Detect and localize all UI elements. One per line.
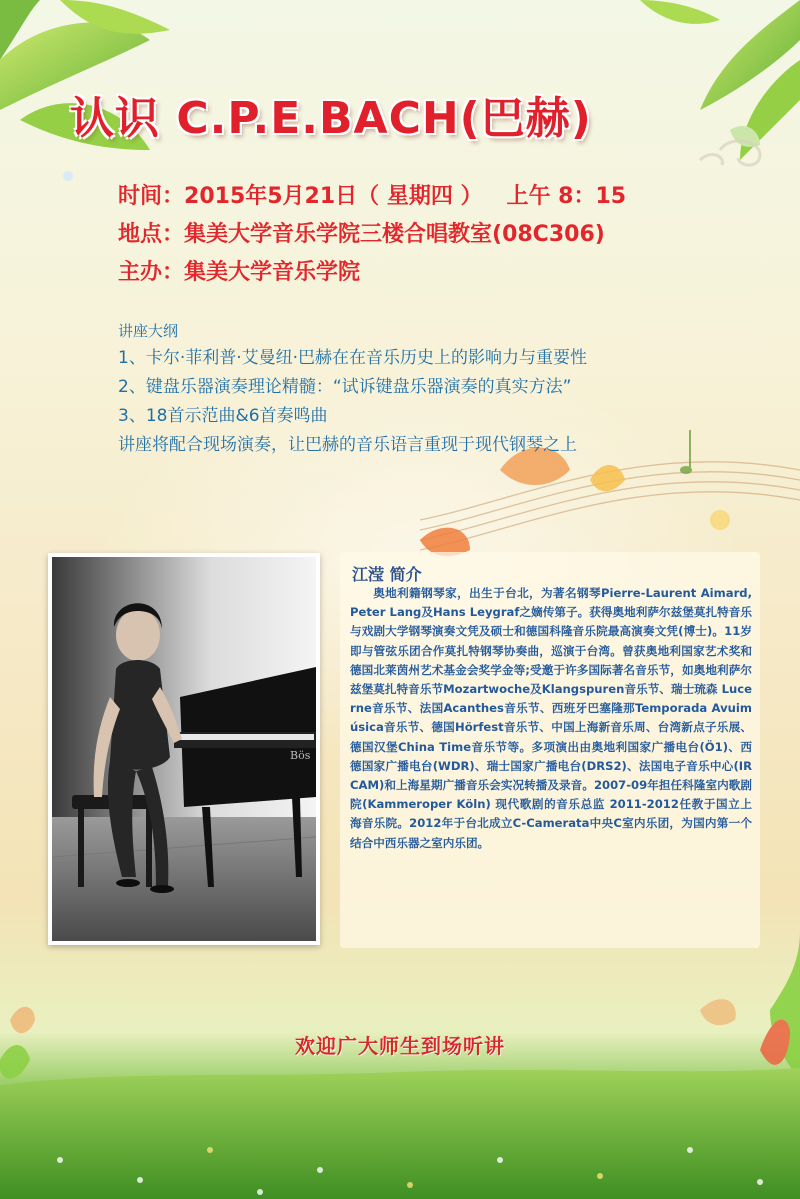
outline-note: 讲座将配合现场演奏，让巴赫的音乐语言重现于现代钢琴之上: [118, 435, 577, 455]
outline-heading: 讲座大纲: [118, 322, 179, 340]
bio-text: 奥地利籍钢琴家，出生于台北，为著名钢琴Pierre-Laurent Aimard, Peter Lang及Hans Leygraf之嫡传第子。获得奥地利萨尔兹堡莫扎特音乐与戏剧大学钢琴演奏文凭及硕士和德国科隆音乐院最高演奏文凭(博士)。11岁即与管弦乐团合作莫扎特钢琴协奏曲，巡演于台湾。曾获奥地利国家艺术奖和德国北莱茵州艺术基金会奖学金等;受邀于许多国际著名音乐节，如奥地利萨尔兹堡莫扎特音乐节Mozartwoche及Klangspuren音乐节、瑞士琉森 Lucerne音乐节、法国Acanthes音乐节、西班牙巴塞隆那Temporada Avuimúsica音乐节、德国Hörfest音乐节、中国上海新音乐周、台湾新点子乐展、德国汉堡China Time音乐节等。多项演出由奥地利国家广播电台(Ö1)、西德国家广播电台(WDR)、瑞士国家广播电台(DRS2)、法国电子音乐中心(IRCAM)和上海星期广播音乐会实况转播及录音。2007-09年担任科隆室内歌剧院(Kammeroper Köln) 现代歌剧的音乐总监 2011-2012任教于国立上海音乐院。2012年于台北成立C-Camerata中央C室内乐团，为国内第一个结合中西乐器之室内乐团。: [350, 586, 752, 850]
welcome-message: 欢迎广大师生到场听讲: [295, 1034, 505, 1058]
bio-title: 江滢 简介: [352, 565, 422, 584]
place-line: [118, 216, 778, 254]
outline-item: 3、18首示范曲&6首奏鸣曲: [118, 406, 328, 426]
time-extra: 上午 8：15: [506, 184, 627, 209]
pianist-photo-icon: [52, 557, 316, 941]
time-value: 2015年5月21日（ 星期四 ）: [184, 184, 483, 209]
place-value: 集美大学音乐学院三楼合唱教室(08C306): [184, 222, 605, 247]
poster-title: 认识 C.P.E.BACH(巴赫): [70, 93, 592, 144]
piano-brand: Bös: [290, 749, 311, 762]
pianist-photo: [52, 557, 316, 941]
time-line: [118, 178, 778, 216]
time-label: 时间：: [118, 184, 185, 209]
host-label: 主办：: [118, 260, 185, 285]
place-label: 地点：: [118, 222, 185, 247]
host-line: [118, 254, 778, 292]
pianist-photo-frame: [48, 553, 320, 945]
outline-item: 2、键盘乐器演奏理论精髓：“试诉键盘乐器演奏的真实方法”: [118, 377, 572, 397]
grass-field: [0, 1068, 800, 1199]
event-info: [118, 178, 778, 292]
lecture-outline: [118, 318, 758, 460]
outline-item: 1、卡尔·菲利普·艾曼纽·巴赫在在音乐历史上的影响力与重要性: [118, 348, 588, 368]
host-value: 集美大学音乐学院: [184, 260, 361, 285]
